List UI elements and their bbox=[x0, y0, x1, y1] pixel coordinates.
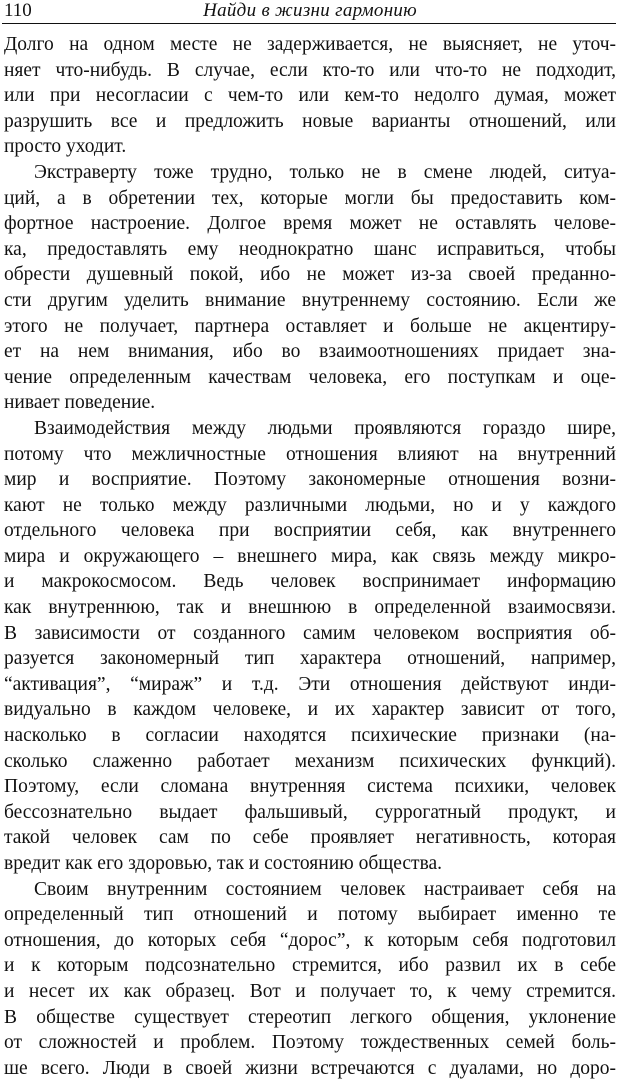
text-line: потому что межличностные отношения влияют на внутренний bbox=[4, 443, 616, 465]
text-line: мира и окружающего – внешнего мира, как связь между микро- bbox=[4, 545, 616, 567]
text-line: и макрокосмосом. Ведь человек воспринимает информацию bbox=[4, 571, 616, 593]
text-line: видуально в каждом человеке, и их характер зависит от того, bbox=[4, 699, 616, 721]
text-line: В зависимости от созданного самим человеком восприятия об- bbox=[4, 622, 616, 644]
text-line: обрести душевный покой, ибо не может из-за своей преданно- bbox=[4, 264, 616, 286]
text-line: такой человек сам по себе проявляет негативность, которая bbox=[4, 827, 616, 849]
text-line: этого не получает, партнера оставляет и больше не акцентиру- bbox=[4, 315, 616, 337]
text-line: бессознательно выдает фальшивый, суррогатный продукт, и bbox=[4, 801, 616, 823]
text-line: “активация”, “мираж” и т.д. Эти отношения действуют инди- bbox=[4, 673, 616, 695]
text-line: чение определенным качествам человека, его поступкам и оце- bbox=[4, 366, 616, 388]
running-title: Найди в жизни гармонию bbox=[203, 0, 417, 21]
text-line: нивает поведение. bbox=[4, 392, 156, 414]
page-header bbox=[0, 0, 620, 28]
text-line: Экстраверту тоже трудно, только не в смене людей, ситуа- bbox=[34, 161, 616, 183]
text-line: кают не только между различными людьми, но и у каждого bbox=[4, 494, 616, 516]
text-line: мир и восприятие. Поэтому закономерные отношения возни- bbox=[4, 469, 616, 491]
text-line: разрушить все и предложить новые варианты отношений, или bbox=[4, 110, 616, 132]
text-line: Долго на одном месте не задерживается, не выясняет, не уточ- bbox=[4, 34, 616, 55]
text-line: или при несогласии с чем-то или кем-то недолго думая, может bbox=[4, 85, 616, 107]
text-line: Взаимодействия между людьми проявляются гораздо шире, bbox=[34, 417, 616, 439]
text-line: от сложностей и проблем. Поэтому тождественных семей боль- bbox=[4, 1032, 616, 1054]
text-line: и несет их как образец. Вот и получает то, к чему стремится. bbox=[4, 980, 616, 1002]
text-line: как внутреннюю, так и внешнюю в определенной взаимосвязи. bbox=[4, 597, 616, 619]
text-line: вредит как его здоровью, так и состоянию общества. bbox=[4, 853, 443, 874]
text-line: ций, а в обретении тех, которые могли бы предоставить ком- bbox=[4, 187, 616, 209]
text-line: сти другим уделить внимание внутреннему состоянию. Если же bbox=[4, 289, 616, 311]
text-line: разуется закономерный тип характера отношений, например, bbox=[4, 648, 616, 670]
header-rule bbox=[2, 23, 616, 24]
page-number: 110 bbox=[4, 0, 32, 21]
text-line: Поэтому, если сломана внутренняя система психики, человек bbox=[4, 776, 616, 798]
text-line: няет что-нибудь. В случае, если кто-то или что-то не подходит, bbox=[4, 59, 616, 81]
text-line: фортное настроение. Долгое время может не оставлять челове- bbox=[4, 213, 616, 235]
text-line: ет на нем внимания, ибо во взаимоотношениях придает зна- bbox=[4, 341, 616, 363]
text-line: и к которым подсознательно стремится, ибо развил их в себе bbox=[4, 955, 616, 977]
text-line: Своим внутренним состоянием человек настраивает себя на bbox=[34, 878, 616, 900]
text-line: просто уходит. bbox=[4, 136, 127, 158]
body-text bbox=[4, 32, 616, 1081]
text-line: ка, предоставлять ему неоднократно шанс исправиться, чтобы bbox=[4, 238, 616, 260]
text-line: определенный тип отношений и потому выбирает именно те bbox=[4, 904, 616, 926]
text-line: отдельного человека при восприятии себя, как внутреннего bbox=[4, 520, 616, 542]
text-line: отношения, до которых себя “дорос”, к которым себя подготовил bbox=[4, 929, 616, 951]
text-line: В обществе существует стереотип легкого общения, уклонение bbox=[4, 1006, 616, 1028]
text-line: ше всего. Люди в своей жизни встречаются с дуалами, но доро- bbox=[4, 1057, 616, 1079]
text-line: сколько слаженно работает механизм психических функций). bbox=[4, 750, 616, 772]
text-line: насколько в согласии находятся психические признаки (на- bbox=[4, 725, 616, 747]
